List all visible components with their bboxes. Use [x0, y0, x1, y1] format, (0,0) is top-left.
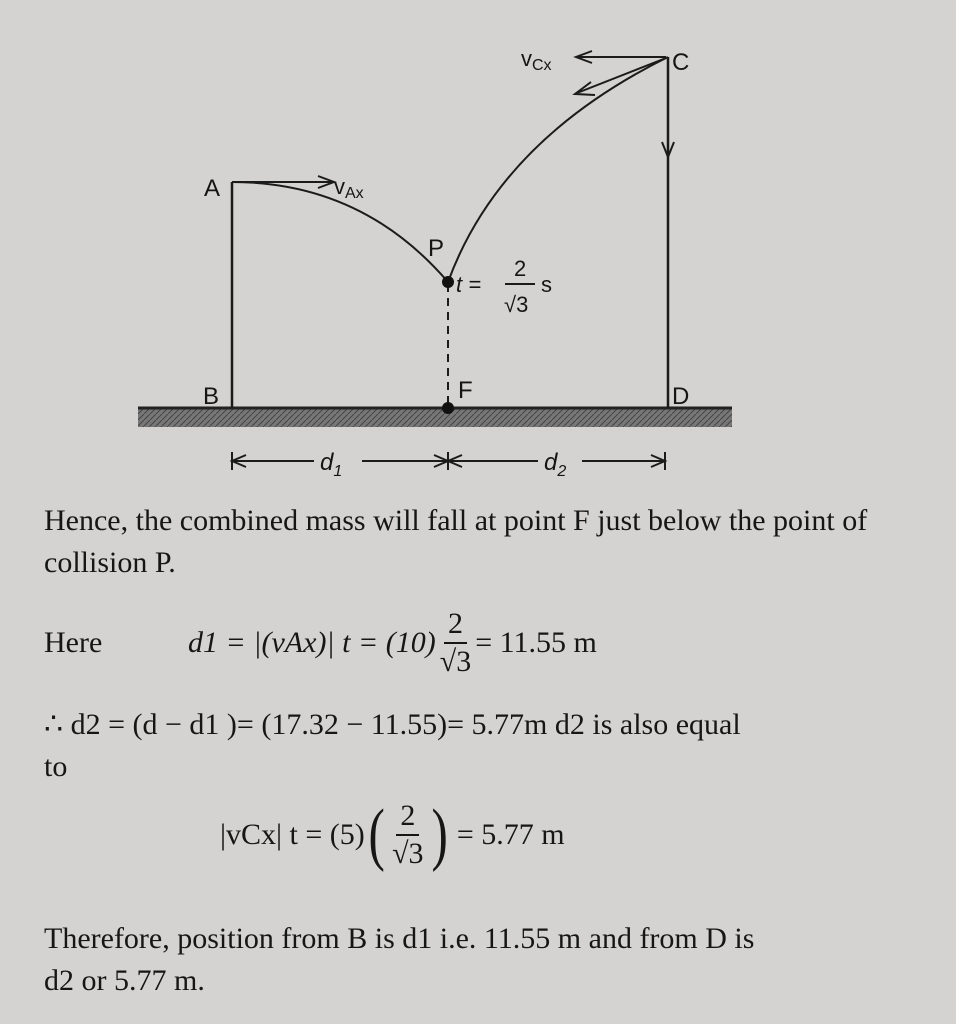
- conclusion-text: Hence, the combined mass will fall at point F just below the point of collision P.: [44, 504, 868, 579]
- label-b: B: [203, 383, 220, 410]
- eq3-denominator: √3: [392, 837, 424, 870]
- eq2-cont: to: [44, 750, 68, 783]
- t-unit: s: [541, 272, 552, 297]
- eq1-lhs: d1 = |(vAx)| t = (10): [188, 626, 436, 659]
- eq3-lhs: |vCx| t = (5): [220, 818, 365, 851]
- t-denominator: √3: [504, 292, 529, 317]
- label-a: A: [204, 175, 221, 202]
- final-line-1: Therefore, position from B is d1 i.e. 11.55 m and from D is: [44, 922, 755, 955]
- left-paren-icon: (: [368, 796, 385, 873]
- ground: [138, 407, 732, 427]
- right-paren-icon: ): [431, 796, 448, 873]
- t-prefix: t =: [456, 272, 482, 297]
- label-v-ax: vAx: [334, 174, 364, 202]
- eq1-denominator: √3: [439, 645, 472, 678]
- t-numerator: 2: [514, 256, 527, 281]
- label-d: D: [672, 383, 690, 410]
- label-d2: $d_2$: [544, 449, 567, 480]
- eq2-text: ∴ d2 = (d − d1 )= (17.32 − 11.55)= 5.77m d2 is also equal: [44, 708, 741, 741]
- eq1-numerator: 2: [444, 608, 467, 644]
- equation-d2: [44, 704, 926, 788]
- label-f: F: [458, 377, 473, 404]
- label-c: C: [672, 49, 690, 76]
- eq1-fraction: [440, 608, 471, 678]
- label-p: P: [428, 235, 445, 262]
- here-label: Here: [44, 626, 103, 659]
- eq1-rhs: = 11.55 m: [475, 626, 597, 659]
- point-p: [442, 276, 454, 288]
- label-d1: $d_1$: [320, 449, 343, 480]
- final-paragraph: [44, 918, 926, 1002]
- eq3-numerator: 2: [396, 800, 419, 836]
- point-f: [442, 402, 454, 414]
- projectile-diagram: [0, 0, 956, 490]
- conclusion-paragraph: [44, 500, 926, 584]
- trajectory-c: [448, 57, 668, 282]
- eq3-rhs: = 5.77 m: [456, 818, 565, 851]
- equation-vcx: [220, 796, 565, 873]
- equation-d1: [44, 608, 597, 678]
- eq3-fraction: [392, 800, 423, 870]
- final-line-2: d2 or 5.77 m.: [44, 964, 205, 997]
- label-v-cx: vCx: [521, 46, 552, 74]
